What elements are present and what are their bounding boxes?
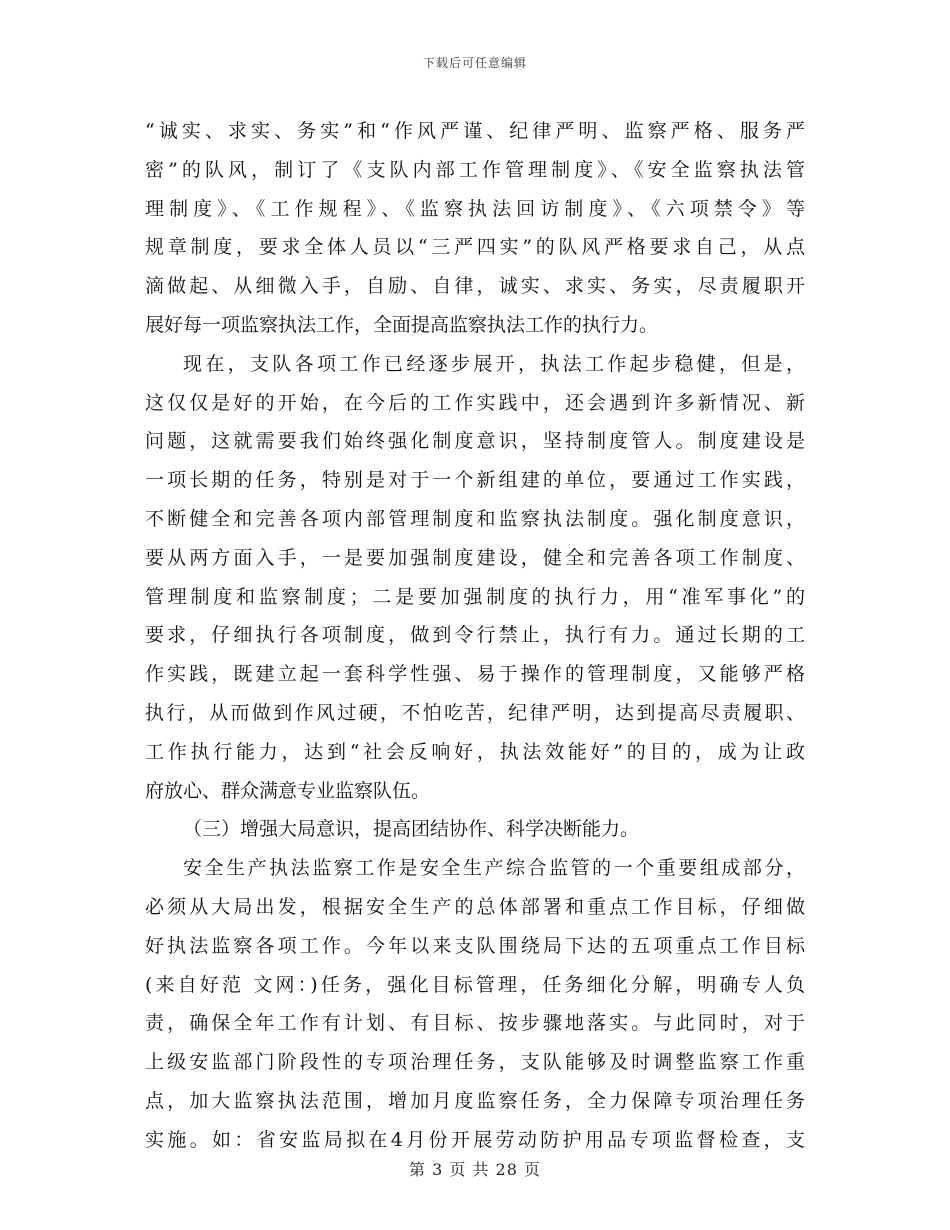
text-line: 好执法监察各项工作。今年以来支队围绕局下达的五项重点工作目标 bbox=[145, 934, 805, 957]
document-body bbox=[145, 112, 805, 1160]
text-line: 展好每一项监察执法工作，全面提高监察执法工作的执行力。 bbox=[145, 313, 659, 336]
text-line: 现在，支队各项工作已经逐步展开，执法工作起步稳健，但是， bbox=[183, 352, 805, 375]
text-line: 规章制度，要求全体人员以“三严四实”的队风严格要求自己，从点 bbox=[145, 236, 805, 259]
text-line: 府放心、群众满意专业监察队伍。 bbox=[145, 779, 431, 802]
text-line: 要求，仔细执行各项制度，做到令行禁止，执行有力。通过长期的工 bbox=[145, 624, 805, 647]
text-line: 上级安监部门阶段性的专项治理任务，支队能够及时调整监察工作重 bbox=[145, 1051, 805, 1074]
text-line: 不断健全和完善各项内部管理制度和监察执法制度。强化制度意识， bbox=[145, 507, 805, 530]
paragraph-4 bbox=[145, 849, 805, 1159]
section-heading bbox=[145, 810, 805, 849]
paragraph-1 bbox=[145, 112, 805, 345]
text-line: 工作执行能力，达到“社会反响好，执法效能好”的目的，成为让政 bbox=[145, 740, 805, 763]
text-line: 问题，这就需要我们始终强化制度意识，坚持制度管人。制度建设是 bbox=[145, 430, 805, 453]
text-line: 管理制度和监察制度；二是要加强制度的执行力，用“准军事化”的 bbox=[145, 585, 805, 608]
text-line: “诚实、求实、务实”和“作风严谨、纪律严明、监察严格、服务严 bbox=[145, 120, 805, 142]
text-line: 点，加大监察执法范围，增加月度监察任务，全力保障专项治理任务 bbox=[145, 1089, 805, 1112]
paragraph-2 bbox=[145, 345, 805, 811]
text-line: 这仅仅是好的开始，在今后的工作实践中，还会遇到许多新情况、新 bbox=[145, 391, 805, 414]
text-line: 滴做起、从细微入手，自励、自律，诚实、求实、务实，尽责履职开 bbox=[145, 275, 805, 298]
page-footer: 第 3 页 共 28 页 bbox=[409, 1160, 541, 1179]
text-line: （三）增强大局意识，提高团结协作、科学决断能力。 bbox=[183, 818, 640, 841]
text-line: 一项长期的任务，特别是对于一个新组建的单位，要通过工作实践， bbox=[145, 469, 805, 492]
text-line: 理制度》、《工作规程》、《监察执法回访制度》、《六项禁令》等 bbox=[145, 197, 805, 220]
text-line: 必须从大局出发，根据安全生产的总体部署和重点工作目标，仔细做 bbox=[145, 895, 805, 918]
text-line: 实施。如：省安监局拟在4月份开展劳动防护用品专项监督检查，支 bbox=[145, 1128, 805, 1151]
page-header: 下载后可任意编辑 bbox=[422, 56, 527, 70]
text-line: 要从两方面入手，一是要加强制度建设，健全和完善各项工作制度、 bbox=[145, 546, 805, 569]
text-line: 责，确保全年工作有计划、有目标、按步骤地落实。与此同时，对于 bbox=[145, 1012, 805, 1035]
text-line: 作实践，既建立起一套科学性强、易于操作的管理制度，又能够严格 bbox=[145, 663, 805, 686]
text-line: (来自好范 文网：)任务，强化目标管理，任务细化分解，明确专人负 bbox=[145, 973, 805, 996]
text-line: 密”的队风，制订了《支队内部工作管理制度》、《安全监察执法管 bbox=[145, 158, 805, 181]
text-line: 执行，从而做到作风过硬，不怕吃苦，纪律严明，达到提高尽责履职、 bbox=[145, 701, 805, 724]
text-line: 安全生产执法监察工作是安全生产综合监管的一个重要组成部分， bbox=[183, 857, 805, 880]
